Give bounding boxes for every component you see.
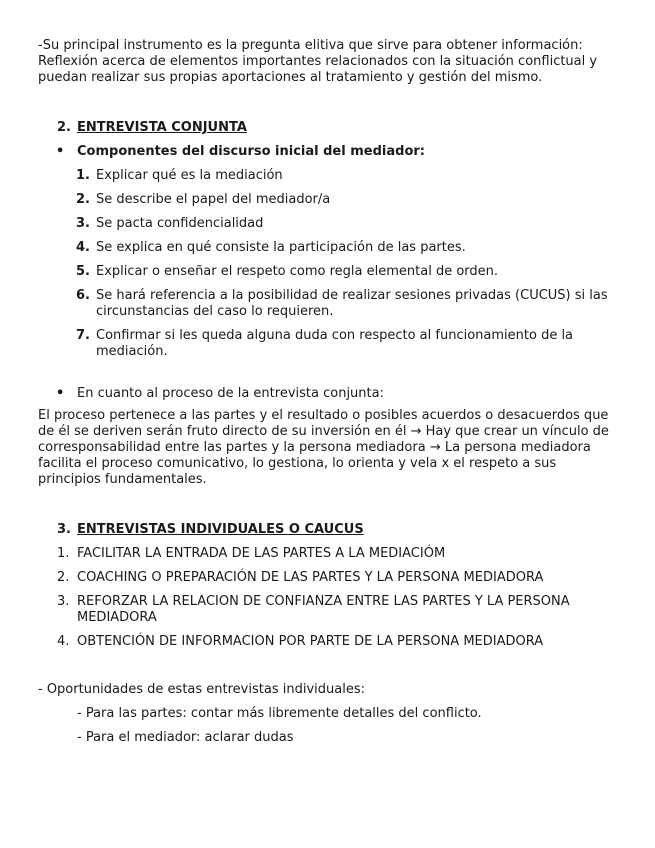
- list-item: [38, 168, 608, 184]
- section-2-heading: [38, 120, 615, 136]
- item-number: 6.: [76, 288, 90, 303]
- section-2-number: 2.: [57, 120, 71, 135]
- bullet-icon: •: [56, 386, 65, 401]
- item-text: Se explica en qué consiste la participación de las partes.: [96, 240, 466, 255]
- section-3-heading: [38, 522, 615, 538]
- list-item: [38, 192, 608, 208]
- item-text: Se pacta confidencialidad: [96, 216, 264, 231]
- item-number: 2.: [57, 570, 70, 585]
- process-bullet-text: En cuanto al proceso de la entrevista conjunta:: [77, 386, 384, 401]
- item-text: Confirmar si les queda alguna duda con respecto al funcionamiento de la mediación.: [96, 328, 574, 359]
- bullet-icon: •: [56, 144, 65, 159]
- item-number: 7.: [76, 328, 90, 343]
- list-item: [38, 594, 607, 626]
- item-text: Explicar qué es la mediación: [96, 168, 283, 183]
- list-item: [38, 288, 608, 320]
- item-number: 1.: [57, 546, 70, 561]
- item-number: 1.: [76, 168, 90, 183]
- item-number: 4.: [57, 634, 70, 649]
- item-number: 3.: [76, 216, 90, 231]
- item-number: 4.: [76, 240, 90, 255]
- components-bullet: [38, 144, 615, 160]
- opportunity-item: - Para el mediador: aclarar dudas: [77, 730, 294, 745]
- opportunities-title: - Oportunidades de estas entrevistas individuales:: [38, 682, 365, 697]
- list-item: [38, 240, 608, 256]
- list-item: [38, 216, 608, 232]
- list-item: [38, 264, 608, 280]
- components-heading: Componentes del discurso inicial del mediador:: [77, 144, 425, 159]
- list-item: [38, 546, 607, 562]
- list-item: [38, 328, 608, 360]
- item-number: 5.: [76, 264, 90, 279]
- item-text: Se describe el papel del mediador/a: [96, 192, 331, 207]
- caucus-list: [38, 546, 615, 650]
- item-text: FACILITAR LA ENTRADA DE LAS PARTES A LA MEDIACIÓM: [77, 546, 446, 561]
- item-text: REFORZAR LA RELACION DE CONFIANZA ENTRE LAS PARTES Y LA PERSONA MEDIADORA: [77, 594, 570, 625]
- item-text: OBTENCIÓN DE INFORMACION POR PARTE DE LA PERSONA MEDIADORA: [77, 634, 544, 649]
- item-text: Explicar o enseñar el respeto como regla elemental de orden.: [96, 264, 499, 279]
- list-item: [38, 570, 607, 586]
- opportunity-item: - Para las partes: contar más libremente detalles del conflicto.: [77, 706, 482, 721]
- process-paragraph: El proceso pertenece a las partes y el resultado o posibles acuerdos o desacuerdos que de él se deriven serán fruto directo de su inversión en él → Hay que crear un vínculo de corresponsabilidad entre las partes y la persona mediadora → La persona mediadora facilita el proceso comunicativo, lo gestiona, lo orienta y vela x el respeto a sus principios fundamentales.: [38, 408, 609, 487]
- item-number: 3.: [57, 594, 70, 609]
- item-number: 2.: [76, 192, 90, 207]
- components-list: [38, 168, 615, 360]
- section-3-title: ENTREVISTAS INDIVIDUALES O CAUCUS: [77, 522, 364, 537]
- item-text: COACHING O PREPARACIÓN DE LAS PARTES Y LA PERSONA MEDIADORA: [77, 570, 544, 585]
- process-bullet: [38, 386, 615, 402]
- section-2-title: ENTREVISTA CONJUNTA: [77, 120, 247, 135]
- list-item: [38, 634, 607, 650]
- section-3-number: 3.: [57, 522, 71, 537]
- item-text: Se hará referencia a la posibilidad de realizar sesiones privadas (CUCUS) si las circunstancias del caso lo requieren.: [96, 288, 608, 319]
- intro-paragraph: -Su principal instrumento es la pregunta elitiva que sirve para obtener información: Reflexión acerca de elementos importantes relacionados con la situación conflictual y puedan realizar sus propias aportaciones al tratamiento y gestión del mismo.: [38, 38, 598, 85]
